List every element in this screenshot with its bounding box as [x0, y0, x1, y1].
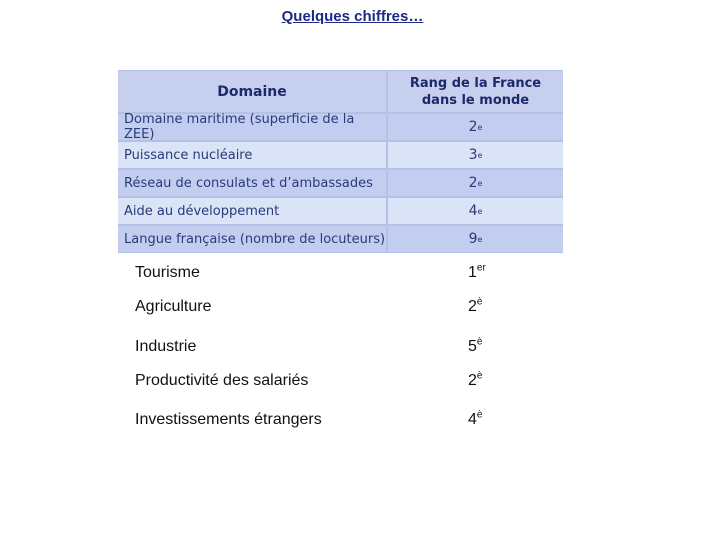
stat-rank: 1er [468, 262, 486, 281]
stat-row [135, 338, 585, 362]
stat-row [135, 264, 585, 288]
row-rank: 4 e [388, 198, 563, 224]
table-row [118, 170, 563, 196]
stat-rank: $5^è$ [468, 336, 483, 355]
stat-label: Industrie [135, 338, 197, 355]
row-domain: Puissance nucléaire [118, 142, 386, 168]
row-rank: 9 e [388, 226, 563, 252]
table-row [118, 198, 563, 224]
table-row [118, 114, 563, 140]
stat-rank: $2^è$ [468, 296, 483, 315]
row-domain: Domaine maritime (superficie de la ZEE) [118, 114, 386, 140]
table-row [118, 226, 563, 252]
stat-row [135, 372, 585, 396]
page-title: Quelques chiffres… [281, 8, 424, 25]
row-domain: Langue française (nombre de locuteurs) [118, 226, 386, 252]
row-rank: 2 e [388, 170, 563, 196]
header-domain: Domaine [118, 71, 386, 112]
stat-label: Tourisme [135, 264, 200, 281]
stat-rank: $4^è$ [468, 409, 483, 428]
stat-label: Investissements étrangers [135, 411, 322, 428]
row-domain: Réseau de consulats et d’ambassades [118, 170, 386, 196]
stat-row [135, 298, 585, 322]
stat-rank: $2^è$ [468, 370, 483, 389]
table-row [118, 142, 563, 168]
header-rank: Rang de la France dans le monde [388, 71, 563, 112]
row-rank: 3 e [388, 142, 563, 168]
row-rank: 2 e [388, 114, 563, 140]
rank-table-image [118, 70, 563, 253]
table-header-row [118, 71, 563, 112]
row-domain: Aide au développement [118, 198, 386, 224]
stat-row [135, 411, 585, 435]
stat-label: Agriculture [135, 298, 212, 315]
stat-label: Productivité des salariés [135, 372, 309, 389]
